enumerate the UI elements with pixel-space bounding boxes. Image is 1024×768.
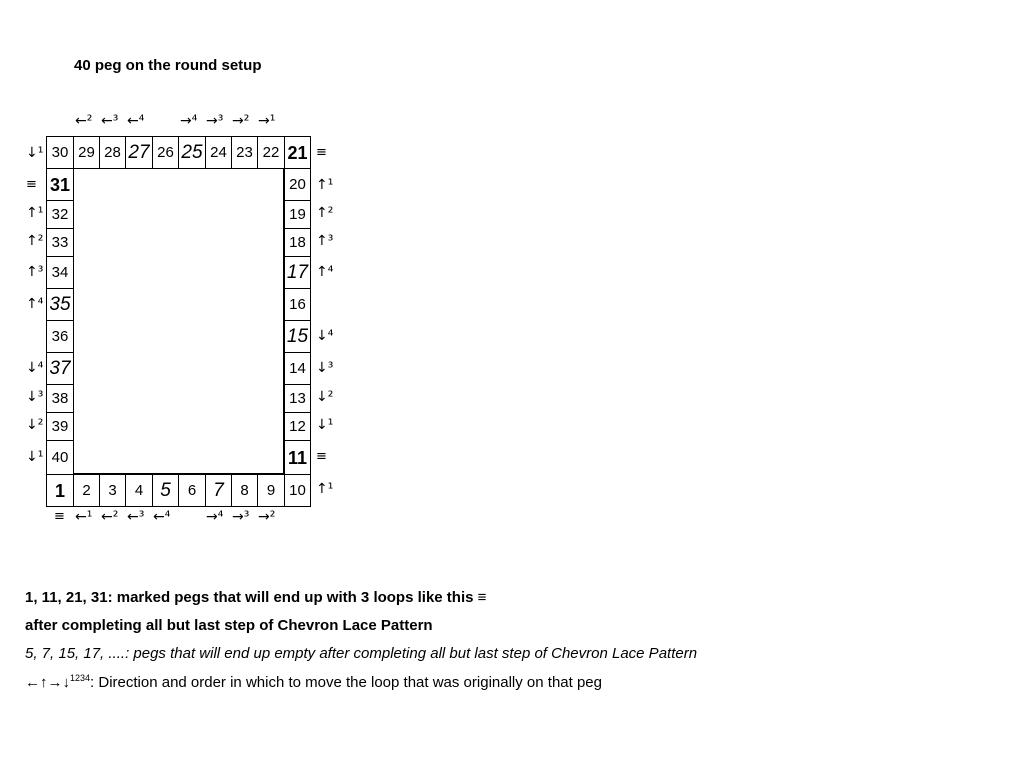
peg-29: 29 bbox=[73, 136, 100, 169]
peg-17: 17 bbox=[284, 256, 311, 289]
arrow-left-side-9: ↓² bbox=[26, 417, 44, 433]
arrow-right-side-9: ↓¹ bbox=[316, 417, 334, 433]
arrow-right-side-1: ↑¹ bbox=[316, 177, 334, 193]
peg-15: 15 bbox=[284, 320, 311, 353]
peg-12: 12 bbox=[284, 412, 311, 441]
peg-40: 40 bbox=[46, 440, 74, 475]
peg-36: 36 bbox=[46, 320, 74, 353]
arrow-right-side-7: ↓³ bbox=[316, 360, 334, 376]
arrow-top-right-0: →⁴ bbox=[180, 113, 198, 129]
peg-23: 23 bbox=[231, 136, 258, 169]
peg-1: 1 bbox=[46, 474, 74, 507]
legend-marked-pegs-cont: after completing all but last step of Chevron Lace Pattern bbox=[25, 617, 433, 634]
peg-14: 14 bbox=[284, 352, 311, 385]
arrow-bottom-right-1: →³ bbox=[232, 509, 250, 525]
arrow-bottom-left-0: ≡ bbox=[54, 509, 65, 524]
peg-32: 32 bbox=[46, 200, 74, 229]
arrow-right-side-11: ↑¹ bbox=[316, 481, 334, 497]
peg-31: 31 bbox=[46, 168, 74, 201]
arrow-left-side-1: ≡ bbox=[26, 177, 37, 192]
peg-34: 34 bbox=[46, 256, 74, 289]
arrow-right-side-10: ≡ bbox=[316, 449, 327, 464]
arrow-left-side-4: ↑³ bbox=[26, 264, 44, 280]
legend-direction-text: : Direction and order in which to move the loop that was originally on that peg bbox=[90, 674, 602, 691]
arrow-top-left-2: ←⁴ bbox=[127, 113, 145, 129]
arrow-bottom-left-2: ←² bbox=[101, 509, 119, 525]
direction-arrows-icon: ←↑→↓ bbox=[25, 674, 70, 691]
arrow-top-right-3: →¹ bbox=[258, 113, 276, 129]
direction-order: 1234 bbox=[70, 673, 91, 683]
arrow-right-side-6: ↓⁴ bbox=[316, 328, 334, 344]
arrow-bottom-left-3: ←³ bbox=[127, 509, 145, 525]
arrow-bottom-left-4: ←⁴ bbox=[153, 509, 171, 525]
peg-10: 10 bbox=[284, 474, 311, 507]
peg-8: 8 bbox=[231, 474, 258, 507]
peg-21: 21 bbox=[284, 136, 311, 169]
legend-direction bbox=[25, 673, 602, 691]
peg-9: 9 bbox=[257, 474, 285, 507]
peg-38: 38 bbox=[46, 384, 74, 413]
page-title: 40 peg on the round setup bbox=[74, 57, 262, 74]
peg-18: 18 bbox=[284, 228, 311, 257]
arrow-right-side-2: ↑² bbox=[316, 205, 334, 221]
legend-empty-pegs: 5, 7, 15, 17, ....: pegs that will end up empty after completing all but last step of Chevron Lace Pattern bbox=[25, 645, 698, 662]
peg-5: 5 bbox=[152, 474, 179, 507]
peg-13: 13 bbox=[284, 384, 311, 413]
peg-2: 2 bbox=[73, 474, 100, 507]
peg-33: 33 bbox=[46, 228, 74, 257]
peg-20: 20 bbox=[284, 168, 311, 201]
arrow-left-side-0: ↓¹ bbox=[26, 145, 44, 161]
peg-37: 37 bbox=[46, 352, 74, 385]
arrow-left-side-5: ↑⁴ bbox=[26, 296, 44, 312]
peg-24: 24 bbox=[205, 136, 232, 169]
peg-26: 26 bbox=[152, 136, 179, 169]
peg-35: 35 bbox=[46, 288, 74, 321]
peg-7: 7 bbox=[205, 474, 232, 507]
peg-6: 6 bbox=[178, 474, 206, 507]
arrow-bottom-right-0: →⁴ bbox=[206, 509, 224, 525]
arrow-left-side-8: ↓³ bbox=[26, 389, 44, 405]
arrow-left-side-10: ↓¹ bbox=[26, 449, 44, 465]
legend-marked-pegs: 1, 11, 21, 31: marked pegs that will end up with 3 loops like this ≡ bbox=[25, 589, 487, 606]
arrow-right-side-8: ↓² bbox=[316, 389, 334, 405]
peg-4: 4 bbox=[125, 474, 153, 507]
peg-19: 19 bbox=[284, 200, 311, 229]
peg-11: 11 bbox=[284, 440, 311, 475]
peg-3: 3 bbox=[99, 474, 126, 507]
arrow-right-side-3: ↑³ bbox=[316, 233, 334, 249]
peg-30: 30 bbox=[46, 136, 74, 169]
arrow-right-side-0: ≡ bbox=[316, 145, 327, 160]
peg-27: 27 bbox=[125, 136, 153, 169]
arrow-left-side-2: ↑¹ bbox=[26, 205, 44, 221]
arrow-top-left-1: ←³ bbox=[101, 113, 119, 129]
arrow-top-right-2: →² bbox=[232, 113, 250, 129]
peg-16: 16 bbox=[284, 288, 311, 321]
arrow-right-side-4: ↑⁴ bbox=[316, 264, 334, 280]
arrow-left-side-7: ↓⁴ bbox=[26, 360, 44, 376]
peg-22: 22 bbox=[257, 136, 285, 169]
arrow-bottom-right-2: →² bbox=[258, 509, 276, 525]
arrow-bottom-left-1: ←¹ bbox=[75, 509, 93, 525]
peg-28: 28 bbox=[99, 136, 126, 169]
arrow-top-right-1: →³ bbox=[206, 113, 224, 129]
arrow-top-left-0: ←² bbox=[75, 113, 93, 129]
peg-39: 39 bbox=[46, 412, 74, 441]
loom-center bbox=[73, 168, 284, 474]
peg-25: 25 bbox=[178, 136, 206, 169]
arrow-left-side-3: ↑² bbox=[26, 233, 44, 249]
